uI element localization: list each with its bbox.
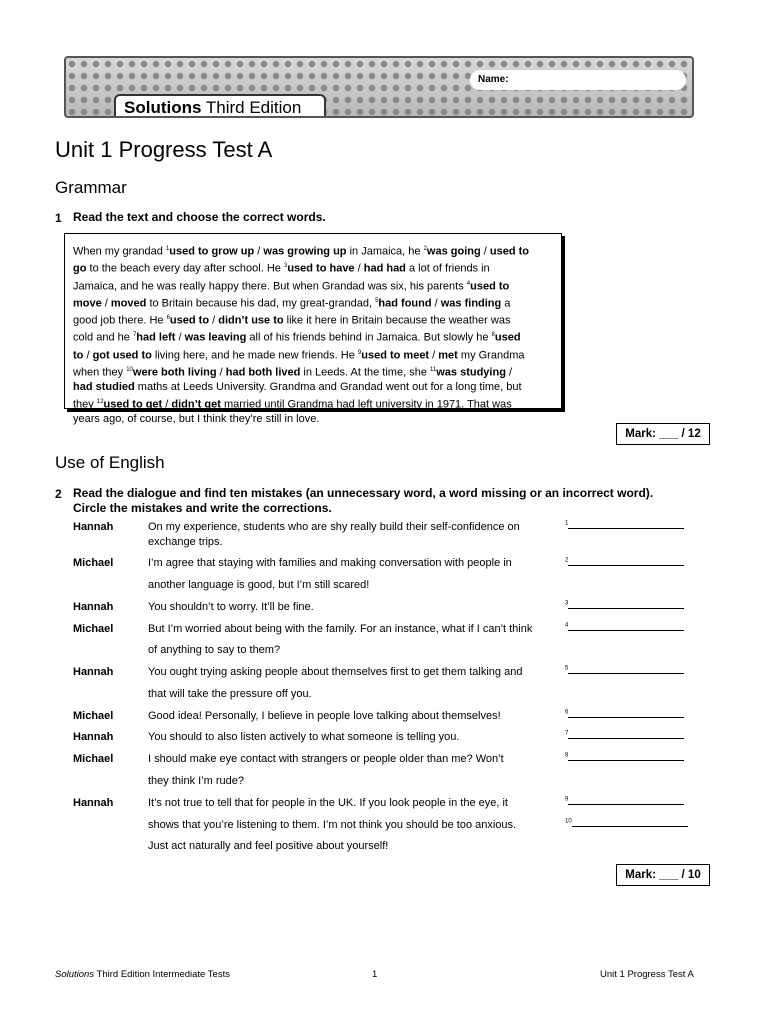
passage-text: like it here in Britain because the weather was bbox=[283, 314, 511, 327]
speaker-name: Hannah bbox=[73, 601, 114, 613]
passage-text: all of his friends behind in Jamaica. But slowly he bbox=[246, 331, 492, 344]
footer-right: Unit 1 Progress Test A bbox=[600, 969, 694, 980]
word-choice[interactable]: had found bbox=[378, 297, 432, 310]
word-choice[interactable]: used bbox=[494, 331, 521, 344]
item-number: 10 bbox=[126, 366, 133, 373]
answer-blank[interactable] bbox=[568, 795, 684, 805]
answer-line[interactable] bbox=[565, 708, 684, 721]
answer-line[interactable] bbox=[565, 621, 684, 634]
passage-text: maths at Leeds University. Grandma and Grandad went out for a long time, but bbox=[134, 381, 522, 393]
passage-line bbox=[73, 363, 555, 380]
passage-line bbox=[73, 412, 555, 427]
passage-text: to Britain because his dad, my great-grandad, bbox=[146, 297, 376, 310]
item-number: 9 bbox=[357, 349, 362, 356]
word-choice[interactable]: move bbox=[73, 297, 102, 310]
use-of-english-mark-box: Mark: ___ / 10 bbox=[616, 864, 710, 886]
word-choice[interactable]: was leaving bbox=[184, 331, 247, 344]
answer-line[interactable] bbox=[565, 664, 684, 677]
dialogue-line: that will take the pressure off you. bbox=[148, 688, 312, 700]
word-choice[interactable]: met bbox=[438, 349, 458, 362]
header-banner bbox=[64, 56, 694, 118]
answer-blank[interactable] bbox=[568, 556, 684, 566]
passage-text: / bbox=[505, 366, 513, 379]
passage-text: / bbox=[254, 245, 264, 258]
passage-text: living here, and he made new friends. He bbox=[151, 349, 358, 362]
dialogue-line: shows that you’re listening to them. I’m not think you should be too anxious. bbox=[148, 819, 517, 831]
word-choice[interactable]: used to bbox=[169, 314, 210, 327]
speaker-name: Hannah bbox=[73, 797, 114, 809]
word-choice[interactable]: used to grow up bbox=[169, 245, 255, 258]
passage-line bbox=[73, 242, 555, 259]
answer-number: 8 bbox=[565, 752, 569, 759]
dialogue-line: exchange trips. bbox=[148, 536, 223, 548]
passage-text: / bbox=[209, 314, 219, 327]
answer-number: 5 bbox=[565, 665, 569, 672]
name-field[interactable] bbox=[470, 70, 686, 90]
word-choice[interactable]: was studying bbox=[436, 366, 506, 379]
word-choice[interactable]: had both lived bbox=[225, 366, 301, 379]
passage-text: in Jamaica, he bbox=[346, 245, 424, 258]
speaker-name: Hannah bbox=[73, 521, 114, 533]
passage-text: / bbox=[101, 297, 111, 310]
passage-text: / bbox=[431, 297, 441, 310]
word-choice[interactable]: moved bbox=[110, 297, 147, 310]
item-number: 5 bbox=[375, 297, 379, 304]
dialogue-line: Good idea! Personally, I believe in people love talking about themselves! bbox=[148, 710, 501, 722]
item-number: 7 bbox=[132, 332, 137, 339]
speaker-name: Michael bbox=[73, 623, 114, 635]
speaker-name: Hannah bbox=[73, 731, 114, 743]
dialogue-line: I should make eye contact with strangers or people older than me? Won’t bbox=[148, 753, 504, 765]
passage-text: / bbox=[480, 245, 490, 258]
word-choice[interactable]: was going bbox=[426, 245, 481, 258]
answer-blank[interactable] bbox=[568, 708, 684, 718]
word-choice[interactable]: used to have bbox=[287, 262, 355, 275]
question-2-instruction bbox=[73, 486, 653, 516]
item-number: 11 bbox=[430, 366, 437, 373]
item-number: 6 bbox=[166, 315, 170, 321]
dialogue-line: Just act naturally and feel positive about yourself! bbox=[148, 840, 389, 852]
speaker-name: Michael bbox=[73, 753, 114, 765]
question-2-number: 2 bbox=[55, 487, 62, 501]
word-choice[interactable]: had had bbox=[363, 262, 406, 275]
passage-text: they bbox=[73, 398, 97, 411]
answer-line[interactable] bbox=[565, 556, 684, 569]
word-choice[interactable]: to bbox=[73, 349, 84, 362]
page-title: Unit 1 Progress Test A bbox=[55, 137, 273, 162]
answer-line[interactable] bbox=[565, 795, 684, 808]
passage-text: / bbox=[354, 262, 364, 275]
answer-line[interactable] bbox=[565, 729, 684, 742]
dialogue-line: they think I’m rude? bbox=[148, 775, 244, 787]
answer-blank[interactable] bbox=[572, 817, 688, 827]
word-choice[interactable]: was growing up bbox=[263, 245, 347, 258]
brand-logo bbox=[114, 94, 326, 118]
passage-text: / bbox=[216, 366, 226, 379]
word-choice[interactable]: go bbox=[73, 262, 87, 275]
item-number: 12 bbox=[96, 398, 104, 405]
passage-text: Jamaica, and he was really happy there. But when Grandad was six, his parents bbox=[73, 280, 467, 293]
answer-number: 3 bbox=[565, 600, 569, 607]
question-2-line-1: Read the dialogue and find ten mistakes (an unnecessary word, a word missing or an incorrect word). bbox=[73, 486, 654, 500]
word-choice[interactable]: didn’t use to bbox=[218, 314, 284, 327]
passage-text: a bbox=[501, 297, 511, 310]
answer-blank[interactable] bbox=[568, 751, 684, 761]
grammar-mark-box: Mark: ___ / 12 bbox=[616, 423, 710, 445]
passage-text: a lot of friends in bbox=[405, 262, 490, 275]
speaker-name: Michael bbox=[73, 710, 114, 722]
dialogue-line: It’s not true to tell that for people in the UK. If you look people in the eye, it bbox=[148, 797, 508, 809]
footer-left bbox=[55, 969, 230, 980]
item-number: 4 bbox=[466, 280, 471, 287]
answer-line[interactable] bbox=[565, 519, 684, 532]
dialogue-line: of anything to say to them? bbox=[148, 644, 281, 656]
passage-text: my Grandma bbox=[457, 349, 525, 362]
passage-text: married until Grandma had left university in 1971. That was bbox=[220, 398, 512, 411]
word-choice[interactable]: used to meet bbox=[361, 349, 430, 362]
question-1-number: 1 bbox=[55, 211, 62, 225]
passage-line bbox=[73, 311, 555, 328]
answer-line[interactable] bbox=[565, 599, 684, 612]
word-choice[interactable]: used to bbox=[470, 280, 510, 293]
passage-text: When my grandad bbox=[73, 245, 166, 258]
answer-number: 10 bbox=[565, 818, 572, 825]
word-choice[interactable]: didn’t get bbox=[171, 398, 221, 411]
passage-text: good job there. He bbox=[73, 314, 167, 327]
passage-text: cold and he bbox=[73, 331, 133, 344]
dialogue-line: On my experience, students who are shy really build their self-confidence on bbox=[148, 521, 520, 533]
answer-blank[interactable] bbox=[568, 599, 684, 609]
passage-text: in Leeds. At the time, she bbox=[300, 366, 430, 379]
footer-page-number: 1 bbox=[372, 969, 378, 980]
passage-text: when they bbox=[73, 366, 127, 379]
speaker-name: Michael bbox=[73, 557, 114, 569]
passage-line bbox=[73, 328, 555, 345]
passage-text: / bbox=[429, 349, 439, 362]
grammar-heading: Grammar bbox=[55, 178, 127, 197]
answer-number: 6 bbox=[565, 709, 569, 716]
passage-line bbox=[73, 277, 555, 294]
brand-rest: Third Edition bbox=[201, 98, 302, 117]
use-of-english-heading: Use of English bbox=[55, 453, 165, 472]
answer-number: 9 bbox=[565, 796, 569, 803]
word-choice[interactable]: was finding bbox=[440, 297, 502, 310]
passage-line bbox=[73, 380, 555, 395]
passage-text: / bbox=[162, 398, 172, 411]
passage-line bbox=[73, 259, 555, 276]
answer-blank[interactable] bbox=[568, 664, 684, 674]
dialogue-line: I’m agree that staying with families and making conversation with people in bbox=[148, 557, 512, 569]
answer-line[interactable] bbox=[565, 817, 688, 830]
grammar-passage bbox=[64, 233, 562, 425]
item-number: 3 bbox=[283, 263, 288, 270]
dialogue-line: You shouldn’t to worry. It’ll be fine. bbox=[148, 601, 314, 613]
question-2-line-2: Circle the mistakes and write the corrections. bbox=[73, 501, 332, 515]
answer-blank[interactable] bbox=[568, 729, 684, 739]
passage-text: / bbox=[175, 331, 185, 344]
footer-series: Solutions bbox=[55, 969, 95, 980]
dialogue-line: You should to also listen actively to what someone is telling you. bbox=[148, 731, 460, 743]
answer-number: 2 bbox=[565, 557, 569, 564]
passage-line bbox=[73, 346, 555, 363]
item-number: 2 bbox=[423, 246, 427, 252]
answer-number: 4 bbox=[565, 622, 569, 629]
brand-bold: Solutions bbox=[124, 98, 202, 117]
word-choice[interactable]: had left bbox=[136, 331, 176, 344]
answer-number: 1 bbox=[565, 520, 569, 527]
dialogue-line: But I’m worried about being with the family. For an instance, what if I can’t think bbox=[148, 623, 533, 635]
passage-text: to the beach every day after school. He bbox=[86, 262, 284, 275]
footer-book: Third Edition Intermediate Tests bbox=[94, 969, 230, 980]
answer-number: 7 bbox=[565, 730, 569, 737]
passage-line bbox=[73, 294, 555, 311]
word-choice[interactable]: were both living bbox=[132, 366, 217, 379]
name-label: Name: bbox=[478, 74, 509, 85]
passage-line bbox=[73, 395, 555, 412]
answer-blank[interactable] bbox=[568, 621, 684, 631]
passage-text: years ago, of course, but I think they’re still in love. bbox=[73, 412, 320, 425]
answer-blank[interactable] bbox=[568, 519, 684, 529]
word-choice[interactable]: used to get bbox=[103, 398, 163, 411]
question-1-instruction: Read the text and choose the correct words. bbox=[73, 210, 326, 224]
word-choice[interactable]: had studied bbox=[73, 381, 135, 393]
speaker-name: Hannah bbox=[73, 666, 114, 678]
passage-text: / bbox=[83, 349, 93, 362]
answer-line[interactable] bbox=[565, 751, 684, 764]
word-choice[interactable]: got used to bbox=[92, 349, 152, 362]
item-number: 1 bbox=[165, 246, 170, 252]
word-choice[interactable]: used to bbox=[489, 245, 529, 258]
dialogue-line: You ought trying asking people about themselves first to get them talking and bbox=[148, 666, 523, 678]
item-number: 8 bbox=[491, 332, 495, 339]
dialogue-line: another language is good, but I’m still scared! bbox=[148, 579, 370, 591]
